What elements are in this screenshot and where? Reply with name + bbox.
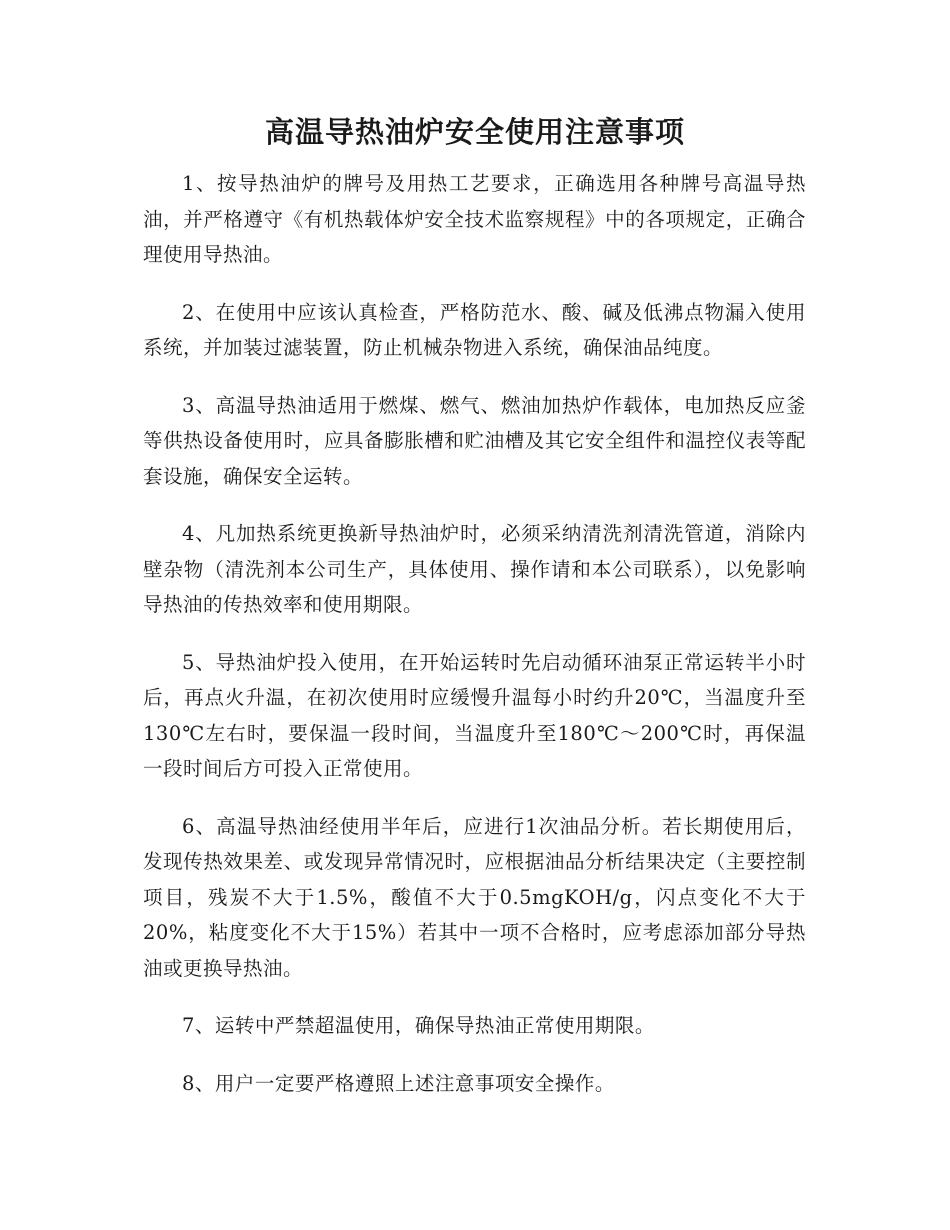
paragraph-1: 1、按导热油炉的牌号及用热工艺要求，正确选用各种牌号高温导热油，并严格遵守《有机热载体炉安全技术监察规程》中的各项规定，正确合理使用导热油。 [143, 172, 806, 266]
paragraph-6: 6、高温导热油经使用半年后，应进行1次油品分析。若长期使用后，发现传热效果差、或发现异常情况时，应根据油品分析结果决定（主要控制项目，残炭不大于1.5%，酸值不大于0.5mgKOH/g，闪点变化不大于20%，粘度变化不大于15%）若其中一项不合格时，应考虑添加部分导热油或更换导热油。 [143, 814, 806, 980]
document-body [143, 166, 806, 1123]
paragraph-2: 2、在使用中应该认真检查，严格防范水、酸、碱及低沸点物漏入使用系统，并加装过滤装置，防止机械杂物进入系统，确保油品纯度。 [143, 300, 806, 359]
paragraph-3: 3、高温导热油适用于燃煤、燃气、燃油加热炉作载体，电加热反应釜等供热设备使用时，应具备膨胀槽和贮油槽及其它安全组件和温控仪表等配套设施，确保安全运转。 [143, 393, 806, 488]
paragraph-4: 4、凡加热系统更换新导热油炉时，必须采纳清洗剂清洗管道，消除内壁杂物（清洗剂本公司生产，具体使用、操作请和本公司联系），以免影响导热油的传热效率和使用期限。 [143, 522, 806, 616]
paragraph-5: 5、导热油炉投入使用，在开始运转时先启动循环油泵正常运转半小时后，再点火升温，在初次使用时应缓慢升温每小时约升20℃，当温度升至130℃左右时，要保温一段时间，当温度升至180℃～200℃时，再保温一段时间后方可投入正常使用。 [143, 650, 806, 780]
paragraph-7: 7、运转中严禁超温使用，确保导热油正常使用期限。 [182, 1014, 655, 1037]
paragraph-8: 8、用户一定要严格遵照上述注意事项安全操作。 [182, 1071, 615, 1095]
document-title: 高温导热油炉安全使用注意事项 [264, 115, 685, 149]
